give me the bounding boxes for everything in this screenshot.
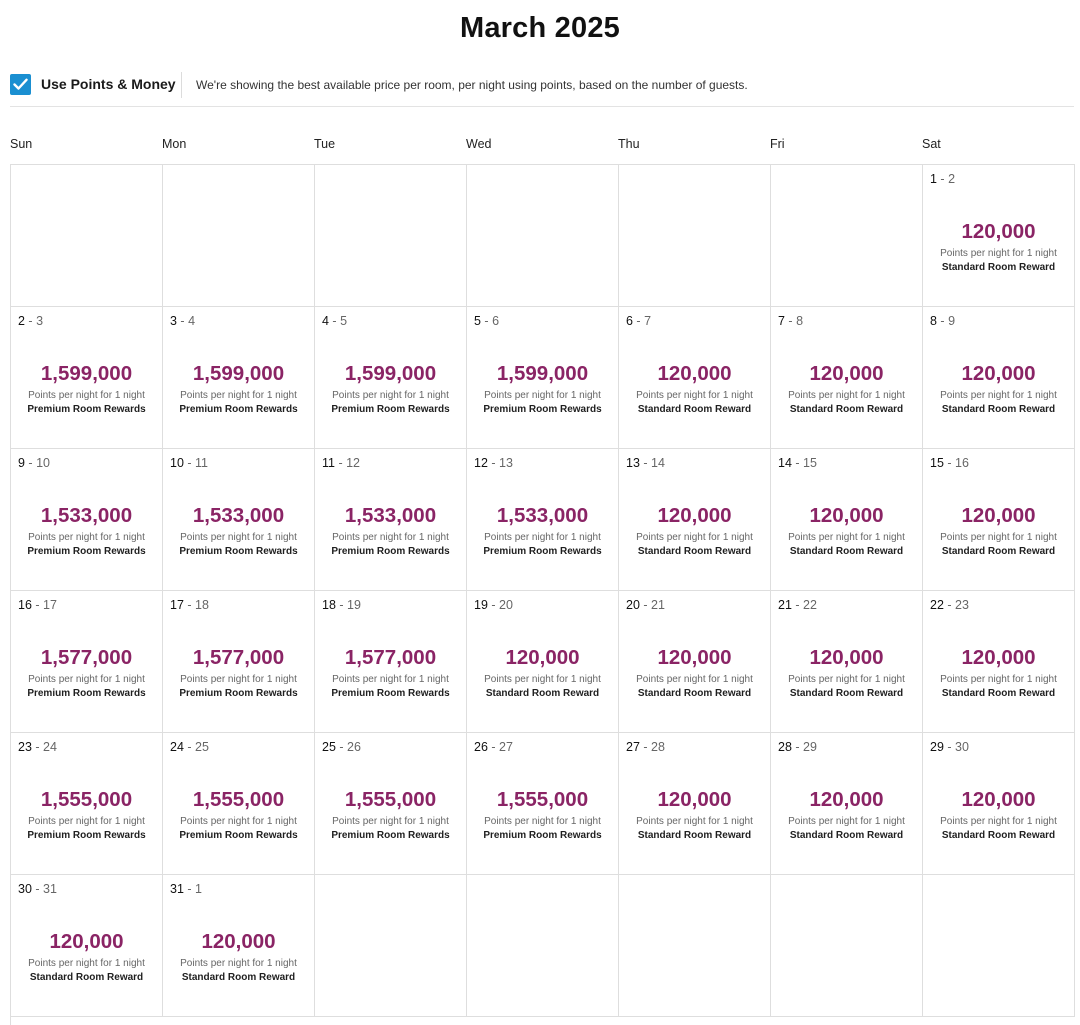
date-range	[18, 882, 57, 896]
calendar-day-cell[interactable]	[11, 449, 163, 591]
date-separator: -	[936, 172, 949, 186]
date-separator: -	[334, 456, 347, 470]
points-caption: Points per night for 1 night	[332, 532, 449, 543]
date-separator: -	[639, 740, 652, 754]
date-end: 23	[955, 598, 969, 612]
date-range	[930, 598, 969, 612]
points-price: 1,577,000	[40, 646, 133, 669]
date-separator: -	[31, 882, 44, 896]
points-price: 120,000	[809, 504, 884, 527]
room-type: Premium Room Rewards	[331, 688, 450, 699]
date-range	[170, 740, 209, 754]
date-end: 22	[803, 598, 817, 612]
calendar-day-cell[interactable]	[11, 591, 163, 733]
date-start: 23	[18, 740, 32, 754]
weekday-sun: Sun	[10, 137, 33, 151]
date-range	[930, 314, 955, 328]
room-type: Standard Room Reward	[941, 546, 1056, 557]
points-price: 120,000	[657, 646, 732, 669]
date-end: 29	[803, 740, 817, 754]
date-range	[18, 598, 57, 612]
points-price: 120,000	[961, 362, 1036, 385]
calendar-day-cell[interactable]	[163, 875, 315, 1017]
date-start: 8	[930, 314, 937, 328]
date-range	[322, 740, 361, 754]
date-end: 24	[43, 740, 57, 754]
calendar-empty-cell	[771, 875, 923, 1017]
date-start: 20	[626, 598, 640, 612]
calendar-empty-cell	[11, 165, 163, 307]
points-caption: Points per night for 1 night	[788, 674, 905, 685]
room-type: Premium Room Rewards	[179, 546, 298, 557]
points-caption: Points per night for 1 night	[28, 958, 145, 969]
date-end: 1	[195, 882, 202, 896]
room-type: Standard Room Reward	[485, 688, 600, 699]
calendar-day-cell[interactable]	[11, 875, 163, 1017]
calendar-empty-cell	[163, 165, 315, 307]
calendar-day-cell[interactable]	[771, 449, 923, 591]
points-caption: Points per night for 1 night	[940, 248, 1057, 259]
points-price: 1,533,000	[344, 504, 437, 527]
calendar-empty-cell	[467, 875, 619, 1017]
points-caption: Points per night for 1 night	[28, 532, 145, 543]
room-type: Premium Room Rewards	[27, 546, 146, 557]
points-caption: Points per night for 1 night	[940, 674, 1057, 685]
date-start: 2	[18, 314, 25, 328]
points-caption: Points per night for 1 night	[180, 390, 297, 401]
date-separator: -	[31, 598, 44, 612]
calendar-day-cell[interactable]	[619, 449, 771, 591]
date-separator: -	[480, 314, 493, 328]
date-end: 21	[651, 598, 665, 612]
room-type: Premium Room Rewards	[179, 404, 298, 415]
weekday-mon: Mon	[162, 137, 187, 151]
date-separator: -	[632, 314, 645, 328]
date-range	[626, 598, 665, 612]
date-start: 19	[474, 598, 488, 612]
points-price: 1,533,000	[192, 504, 285, 527]
date-separator: -	[31, 740, 44, 754]
points-price: 1,555,000	[192, 788, 285, 811]
points-caption: Points per night for 1 night	[636, 532, 753, 543]
calendar-day-cell[interactable]	[11, 307, 163, 449]
room-type: Standard Room Reward	[181, 972, 296, 983]
date-separator: -	[936, 314, 949, 328]
date-end: 12	[346, 456, 360, 470]
date-separator: -	[487, 456, 500, 470]
calendar-empty-cell	[467, 165, 619, 307]
points-caption: Points per night for 1 night	[940, 532, 1057, 543]
calendar-day-cell[interactable]	[467, 307, 619, 449]
date-range	[474, 456, 513, 470]
room-type: Standard Room Reward	[789, 830, 904, 841]
points-price: 120,000	[657, 788, 732, 811]
date-end: 28	[651, 740, 665, 754]
date-range	[474, 598, 513, 612]
room-type: Standard Room Reward	[941, 404, 1056, 415]
calendar-day-cell[interactable]	[163, 591, 315, 733]
points-caption: Points per night for 1 night	[636, 674, 753, 685]
points-caption: Points per night for 1 night	[180, 674, 297, 685]
date-start: 6	[626, 314, 633, 328]
date-end: 31	[43, 882, 57, 896]
room-type: Premium Room Rewards	[483, 404, 602, 415]
points-caption: Points per night for 1 night	[788, 816, 905, 827]
calendar-day-cell[interactable]	[467, 591, 619, 733]
date-range	[474, 314, 499, 328]
date-start: 21	[778, 598, 792, 612]
points-caption: Points per night for 1 night	[180, 816, 297, 827]
date-separator: -	[943, 456, 956, 470]
room-type: Premium Room Rewards	[331, 404, 450, 415]
calendar-day-cell[interactable]	[11, 733, 163, 875]
date-end: 5	[340, 314, 348, 328]
date-start: 9	[18, 456, 25, 470]
date-start: 25	[322, 740, 336, 754]
date-start: 13	[626, 456, 640, 470]
date-range	[626, 314, 651, 328]
page-title: March 2025	[460, 12, 620, 44]
points-caption: Points per night for 1 night	[788, 390, 905, 401]
points-price: 120,000	[657, 504, 732, 527]
date-start: 16	[18, 598, 32, 612]
date-range	[930, 456, 969, 470]
date-separator: -	[24, 314, 37, 328]
points-price: 1,599,000	[496, 362, 589, 385]
room-type: Premium Room Rewards	[179, 830, 298, 841]
points-caption: Points per night for 1 night	[28, 816, 145, 827]
points-caption: Points per night for 1 night	[484, 674, 601, 685]
date-separator: -	[784, 314, 797, 328]
date-separator: -	[943, 598, 956, 612]
room-type: Standard Room Reward	[637, 688, 752, 699]
date-separator: -	[335, 740, 348, 754]
calendar-day-cell[interactable]	[315, 307, 467, 449]
room-type: Standard Room Reward	[941, 262, 1056, 273]
date-start: 24	[170, 740, 184, 754]
calendar-day-cell[interactable]	[163, 449, 315, 591]
date-separator: -	[791, 598, 804, 612]
date-start: 31	[170, 882, 184, 896]
points-price: 1,599,000	[192, 362, 285, 385]
room-type: Premium Room Rewards	[331, 830, 450, 841]
weekday-header	[10, 137, 1074, 157]
date-end: 11	[195, 456, 208, 470]
date-range	[778, 598, 817, 612]
date-end: 6	[492, 314, 500, 328]
date-start: 17	[170, 598, 184, 612]
date-end: 2	[948, 172, 956, 186]
calendar-day-cell[interactable]	[619, 591, 771, 733]
calendar-empty-cell	[771, 165, 923, 307]
points-price: 1,533,000	[40, 504, 133, 527]
calendar-day-cell[interactable]	[923, 307, 1075, 449]
points-price: 1,577,000	[344, 646, 437, 669]
date-separator: -	[24, 456, 37, 470]
points-price: 120,000	[809, 788, 884, 811]
calendar-day-cell[interactable]	[923, 733, 1075, 875]
date-start: 1	[930, 172, 937, 186]
points-price: 120,000	[201, 930, 276, 953]
date-separator: -	[328, 314, 341, 328]
date-start: 26	[474, 740, 488, 754]
room-type: Standard Room Reward	[637, 404, 752, 415]
points-caption: Points per night for 1 night	[940, 390, 1057, 401]
date-end: 3	[36, 314, 44, 328]
date-end: 25	[195, 740, 209, 754]
date-range	[626, 456, 665, 470]
calendar-day-cell[interactable]	[771, 733, 923, 875]
points-caption: Points per night for 1 night	[332, 816, 449, 827]
points-caption: Points per night for 1 night	[788, 532, 905, 543]
points-description: We're showing the best available price per room, per night using points, based on the number of guests.	[196, 78, 748, 92]
date-separator: -	[487, 740, 500, 754]
room-type: Standard Room Reward	[789, 688, 904, 699]
date-separator: -	[183, 882, 196, 896]
calendar-day-cell[interactable]	[315, 733, 467, 875]
date-end: 9	[948, 314, 956, 328]
calendar-day-cell[interactable]	[771, 307, 923, 449]
date-end: 27	[499, 740, 513, 754]
date-end: 17	[43, 598, 57, 612]
date-end: 16	[955, 456, 969, 470]
room-type: Premium Room Rewards	[27, 688, 146, 699]
calendar-day-cell[interactable]	[163, 307, 315, 449]
date-start: 28	[778, 740, 792, 754]
date-range	[778, 740, 817, 754]
date-end: 19	[347, 598, 361, 612]
date-range	[778, 314, 803, 328]
points-price: 1,533,000	[496, 504, 589, 527]
calendar-day-cell[interactable]	[771, 591, 923, 733]
date-start: 7	[778, 314, 785, 328]
calendar-day-cell[interactable]	[619, 733, 771, 875]
date-range	[18, 740, 57, 754]
date-separator: -	[943, 740, 956, 754]
date-start: 4	[322, 314, 329, 328]
calendar-day-cell[interactable]	[923, 591, 1075, 733]
room-type: Premium Room Rewards	[27, 830, 146, 841]
calendar-empty-cell	[315, 165, 467, 307]
date-range	[170, 882, 202, 896]
calendar-day-cell[interactable]	[315, 591, 467, 733]
weekday-fri: Fri	[770, 137, 785, 151]
date-start: 15	[930, 456, 944, 470]
calendar-day-cell[interactable]	[923, 449, 1075, 591]
weekday-tue: Tue	[314, 137, 336, 151]
date-separator: -	[487, 598, 500, 612]
points-price: 120,000	[961, 504, 1036, 527]
date-range	[18, 456, 50, 470]
checkmark-icon	[13, 78, 28, 91]
date-end: 13	[499, 456, 513, 470]
date-end: 18	[195, 598, 209, 612]
date-range	[170, 456, 208, 470]
calendar-empty-cell	[619, 875, 771, 1017]
calendar-grid	[10, 164, 1075, 1025]
points-price: 120,000	[961, 220, 1036, 243]
date-end: 7	[644, 314, 652, 328]
date-range	[474, 740, 513, 754]
room-type: Premium Room Rewards	[483, 546, 602, 557]
date-separator: -	[639, 598, 652, 612]
date-start: 14	[778, 456, 792, 470]
points-price: 1,555,000	[40, 788, 133, 811]
date-separator: -	[183, 456, 196, 470]
date-start: 12	[474, 456, 488, 470]
points-price: 120,000	[809, 646, 884, 669]
date-separator: -	[791, 456, 804, 470]
calendar-day-cell[interactable]	[923, 165, 1075, 307]
weekday-sat: Sat	[922, 137, 941, 151]
weekday-thu: Thu	[618, 137, 640, 151]
date-end: 30	[955, 740, 969, 754]
room-type: Standard Room Reward	[637, 830, 752, 841]
date-start: 29	[930, 740, 944, 754]
divider	[181, 72, 182, 98]
points-caption: Points per night for 1 night	[180, 958, 297, 969]
room-type: Standard Room Reward	[29, 972, 144, 983]
points-price: 120,000	[809, 362, 884, 385]
calendar-day-cell[interactable]	[467, 733, 619, 875]
use-points-checkbox[interactable]	[10, 74, 31, 95]
points-price: 120,000	[657, 362, 732, 385]
date-range	[322, 598, 361, 612]
points-caption: Points per night for 1 night	[636, 390, 753, 401]
date-end: 15	[803, 456, 817, 470]
room-type: Standard Room Reward	[789, 546, 904, 557]
date-range	[170, 314, 195, 328]
weekday-wed: Wed	[466, 137, 492, 151]
points-caption: Points per night for 1 night	[484, 532, 601, 543]
date-end: 4	[188, 314, 196, 328]
points-caption: Points per night for 1 night	[28, 390, 145, 401]
points-price: 1,555,000	[496, 788, 589, 811]
room-type: Premium Room Rewards	[179, 688, 298, 699]
date-start: 18	[322, 598, 336, 612]
points-money-toggle-bar	[10, 68, 1074, 107]
calendar-day-cell[interactable]	[315, 449, 467, 591]
date-start: 30	[18, 882, 32, 896]
points-caption: Points per night for 1 night	[332, 390, 449, 401]
calendar-day-cell[interactable]	[619, 307, 771, 449]
date-range	[930, 172, 955, 186]
room-type: Standard Room Reward	[789, 404, 904, 415]
points-caption: Points per night for 1 night	[940, 816, 1057, 827]
date-start: 3	[170, 314, 177, 328]
date-separator: -	[335, 598, 348, 612]
points-price: 1,577,000	[192, 646, 285, 669]
date-separator: -	[639, 456, 652, 470]
date-range	[18, 314, 43, 328]
date-end: 10	[36, 456, 50, 470]
date-range	[322, 314, 347, 328]
date-separator: -	[791, 740, 804, 754]
room-type: Premium Room Rewards	[27, 404, 146, 415]
date-range	[626, 740, 665, 754]
points-caption: Points per night for 1 night	[28, 674, 145, 685]
date-start: 11	[322, 456, 335, 470]
calendar-day-cell[interactable]	[467, 449, 619, 591]
date-separator: -	[183, 740, 196, 754]
date-range	[322, 456, 360, 470]
calendar-empty-cell	[619, 165, 771, 307]
points-caption: Points per night for 1 night	[180, 532, 297, 543]
date-end: 26	[347, 740, 361, 754]
date-range	[930, 740, 969, 754]
date-end: 8	[796, 314, 804, 328]
points-caption: Points per night for 1 night	[484, 816, 601, 827]
points-price: 120,000	[961, 646, 1036, 669]
date-start: 22	[930, 598, 944, 612]
points-caption: Points per night for 1 night	[484, 390, 601, 401]
points-price: 120,000	[961, 788, 1036, 811]
points-caption: Points per night for 1 night	[636, 816, 753, 827]
date-separator: -	[183, 598, 196, 612]
date-start: 10	[170, 456, 184, 470]
points-price: 1,599,000	[40, 362, 133, 385]
room-type: Premium Room Rewards	[331, 546, 450, 557]
room-type: Standard Room Reward	[941, 688, 1056, 699]
date-start: 27	[626, 740, 640, 754]
points-caption: Points per night for 1 night	[332, 674, 449, 685]
room-type: Standard Room Reward	[637, 546, 752, 557]
date-start: 5	[474, 314, 481, 328]
points-price: 120,000	[505, 646, 580, 669]
date-range	[170, 598, 209, 612]
room-type: Standard Room Reward	[941, 830, 1056, 841]
calendar-day-cell[interactable]	[163, 733, 315, 875]
points-price: 1,599,000	[344, 362, 437, 385]
date-range	[778, 456, 817, 470]
calendar-empty-cell	[315, 875, 467, 1017]
use-points-label[interactable]: Use Points & Money	[41, 76, 176, 92]
date-separator: -	[176, 314, 189, 328]
points-price: 120,000	[49, 930, 124, 953]
date-end: 20	[499, 598, 513, 612]
points-price: 1,555,000	[344, 788, 437, 811]
room-type: Premium Room Rewards	[483, 830, 602, 841]
calendar-empty-cell	[923, 875, 1075, 1017]
date-end: 14	[651, 456, 665, 470]
